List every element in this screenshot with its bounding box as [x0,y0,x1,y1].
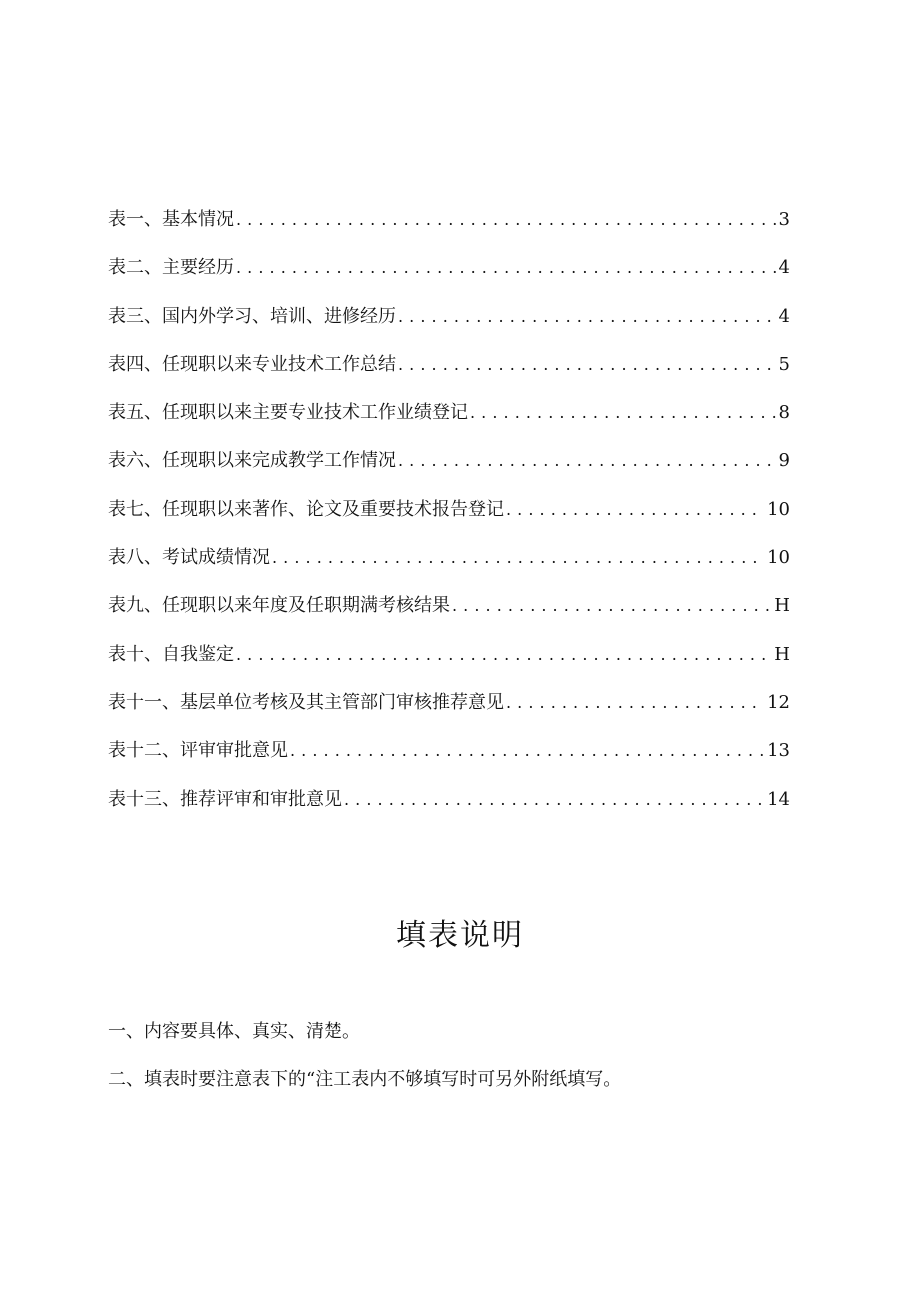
toc-entry-page: 14 [767,788,790,810]
table-of-contents [108,196,790,824]
toc-entry-title: 表八、考试成绩情况 [108,547,270,569]
toc-dot-leader [288,727,764,775]
toc-dot-leader [396,437,776,485]
toc-entry[interactable] [108,679,790,727]
toc-entry-title: 表四、任现职以来专业技术工作总结 [108,353,396,375]
instructions-list [108,1008,808,1104]
toc-entry[interactable] [108,582,790,630]
toc-dot-leader [234,244,776,292]
toc-entry[interactable] [108,437,790,485]
toc-dot-leader [504,486,764,534]
toc-entry-title: 表十二、评审审批意见 [108,740,288,762]
toc-entry[interactable] [108,727,790,775]
toc-entry-page: 4 [778,257,790,279]
toc-entry-title: 表七、任现职以来著作、论文及重要技术报告登记 [108,498,504,520]
toc-entry-title: 表十一、基层单位考核及其主管部门审核推荐意见 [108,691,504,713]
toc-dot-leader [396,293,776,341]
toc-entry-page: 10 [767,498,790,520]
toc-dot-leader [450,582,771,630]
toc-dot-leader [234,631,771,679]
toc-dot-leader [504,679,764,727]
toc-entry-page: 9 [778,450,790,472]
toc-entry[interactable] [108,293,790,341]
toc-entry[interactable] [108,486,790,534]
toc-entry-title: 表十三、推荐评审和审批意见 [108,788,342,810]
toc-dot-leader [468,389,776,437]
toc-entry-title: 表五、任现职以来主要专业技术工作业绩登记 [108,402,468,424]
toc-dot-leader [234,196,776,244]
toc-entry-page: 13 [767,740,790,762]
toc-entry[interactable] [108,534,790,582]
toc-dot-leader [270,534,764,582]
toc-entry-title: 表一、基本情况 [108,209,234,230]
toc-entry-page: 10 [767,547,790,569]
instructions-title: 填表说明 [396,918,524,953]
toc-entry-title: 表六、任现职以来完成教学工作情况 [108,450,396,472]
toc-entry[interactable] [108,631,790,679]
toc-entry[interactable] [108,389,790,437]
toc-entry-page: 8 [778,402,790,424]
toc-entry-title: 表九、任现职以来年度及任职期满考核结果 [108,595,450,617]
toc-entry-page: 4 [778,305,790,327]
toc-dot-leader [396,341,776,389]
toc-dot-leader [342,776,764,824]
toc-entry-page: 5 [778,353,790,375]
toc-entry-page: H [774,643,790,665]
toc-entry[interactable] [108,244,790,292]
toc-entry-page: 3 [778,209,790,230]
toc-entry-page: H [774,595,790,617]
toc-entry[interactable] [108,196,790,244]
toc-entry-title: 表二、主要经历 [108,257,234,279]
toc-entry-title: 表十、自我鉴定 [108,643,234,665]
toc-entry[interactable] [108,341,790,389]
toc-entry-title: 表三、国内外学习、培训、进修经历 [108,305,396,327]
instruction-item: 一、内容要具体、真实、清楚。 [108,1021,360,1042]
instruction-item: 二、填表时要注意表下的“注工表内不够填写时可另外附纸填写。 [108,1069,622,1090]
toc-entry[interactable] [108,776,790,824]
toc-entry-page: 12 [767,691,790,713]
